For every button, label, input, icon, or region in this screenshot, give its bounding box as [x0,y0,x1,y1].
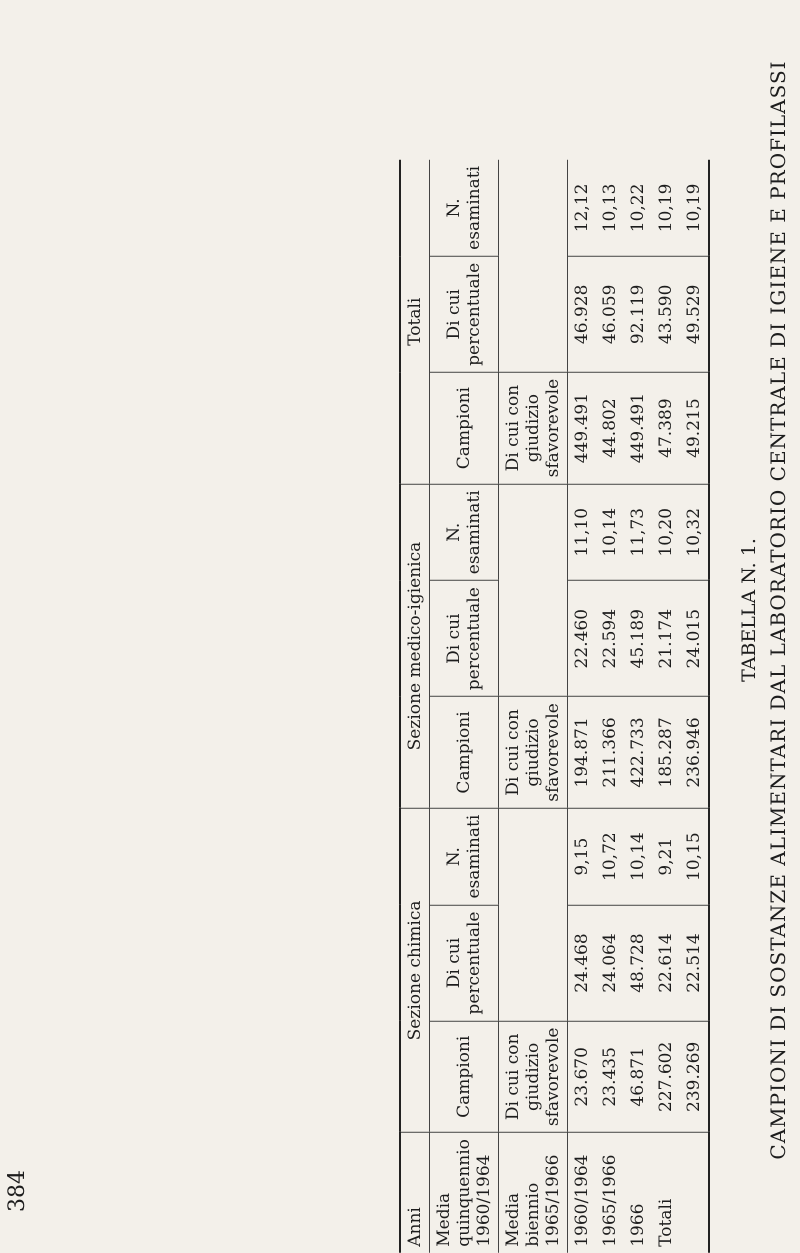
row-label-header: Anni [400,1133,430,1253]
table-cell: 422.733 [624,697,652,809]
col-header: Media quinquennio 1960/1964 [430,1133,499,1253]
table-cell: 22.594 [596,581,624,697]
table-cell: 10,32 [680,484,709,581]
table-cell: 10,19 [652,160,680,256]
subcol-header: N. esaminati [430,484,499,581]
table-cell: 185.287 [652,697,680,809]
table-cell: 92.119 [624,256,652,372]
table-cell: 22.460 [568,581,597,697]
table-cell: 45.189 [624,581,652,697]
table-cell: 46.059 [596,256,624,372]
table-cell: 46.871 [624,1021,652,1133]
table-cell: 236.946 [680,697,709,809]
table-cell: 48.728 [624,905,652,1021]
table-row [596,160,624,1253]
table-row [624,160,652,1253]
table-cell: 10,22 [624,160,652,256]
subcol-header: Campioni [430,1021,499,1133]
subcol-header: N. esaminati [430,160,499,256]
table-cell: 9,21 [652,808,680,905]
table-cell: 22.614 [652,905,680,1021]
table-cell: 21.174 [652,581,680,697]
row-label: 1966 [628,1203,648,1247]
subcol-header: Campioni [430,372,499,484]
subcol-header: Di cui con giudizio sfavorevole [499,697,568,809]
row-label: 1965/1966 [600,1154,620,1247]
row-label [680,1133,709,1253]
table-row [680,160,709,1253]
table-cell: 449.491 [624,372,652,484]
table-cell: 24.064 [596,905,624,1021]
col-header: Media biennio 1965/1966 [499,1133,568,1253]
table-row [652,160,680,1253]
table-cell: 49.215 [680,372,709,484]
table-cell: 44.802 [596,372,624,484]
table-cell: 11,10 [568,484,597,581]
table-cell: 239.269 [680,1021,709,1133]
table-cell: 46.928 [568,256,597,372]
table-cell: 10,72 [596,808,624,905]
group-header: Sezione chimica [400,808,430,1132]
table-cell: 10,19 [680,160,709,256]
table-cell: 24.015 [680,581,709,697]
subcol-header: N. esaminati [430,808,499,905]
group-header: Totali [400,160,430,484]
table-cell: 227.602 [652,1021,680,1133]
table-cell: 47.389 [652,372,680,484]
subcol-header: Di cui con giudizio sfavorevole [499,1021,568,1133]
table-cell: 24.468 [568,905,597,1021]
table-cell: 11,73 [624,484,652,581]
subcol-header: Di cui percentuale [430,905,499,1021]
row-label: Totali [656,1198,676,1247]
table-cell: 10,14 [596,484,624,581]
table-cell: 10,13 [596,160,624,256]
table-cell: 449.491 [568,372,597,484]
group-header: Sezione medico-igienica [400,484,430,808]
table-cell: 194.871 [568,697,597,809]
row-label: 1960/1964 [572,1154,592,1247]
table-cell: 10,20 [652,484,680,581]
table-cell: 10,14 [624,808,652,905]
data-table [399,160,710,1253]
table-row [568,160,597,1253]
running-header: CAMPIONI DI SOSTANZE ALIMENTARI DAL LABORATORIO CENTRALE DI IGIENE E PROFILASSI [766,60,790,1160]
table-cell: 9,15 [568,808,597,905]
table-cell: 49.529 [680,256,709,372]
subcol-header: Campioni [430,697,499,809]
table-cell: 43.590 [652,256,680,372]
table-cell: 12,12 [568,160,597,256]
table-cell: 23.435 [596,1021,624,1133]
table-cell: 211.366 [596,697,624,809]
table-cell: 22.514 [680,905,709,1021]
table-cell: 23.670 [568,1021,597,1133]
subcol-header: Di cui con giudizio sfavorevole [499,372,568,484]
subcol-header: Di cui percentuale [430,581,499,697]
page-number: 384 [5,1170,30,1212]
subcol-header: Di cui percentuale [430,256,499,372]
table-caption: TABELLA N. 1. [738,538,760,682]
table-cell: 10,15 [680,808,709,905]
